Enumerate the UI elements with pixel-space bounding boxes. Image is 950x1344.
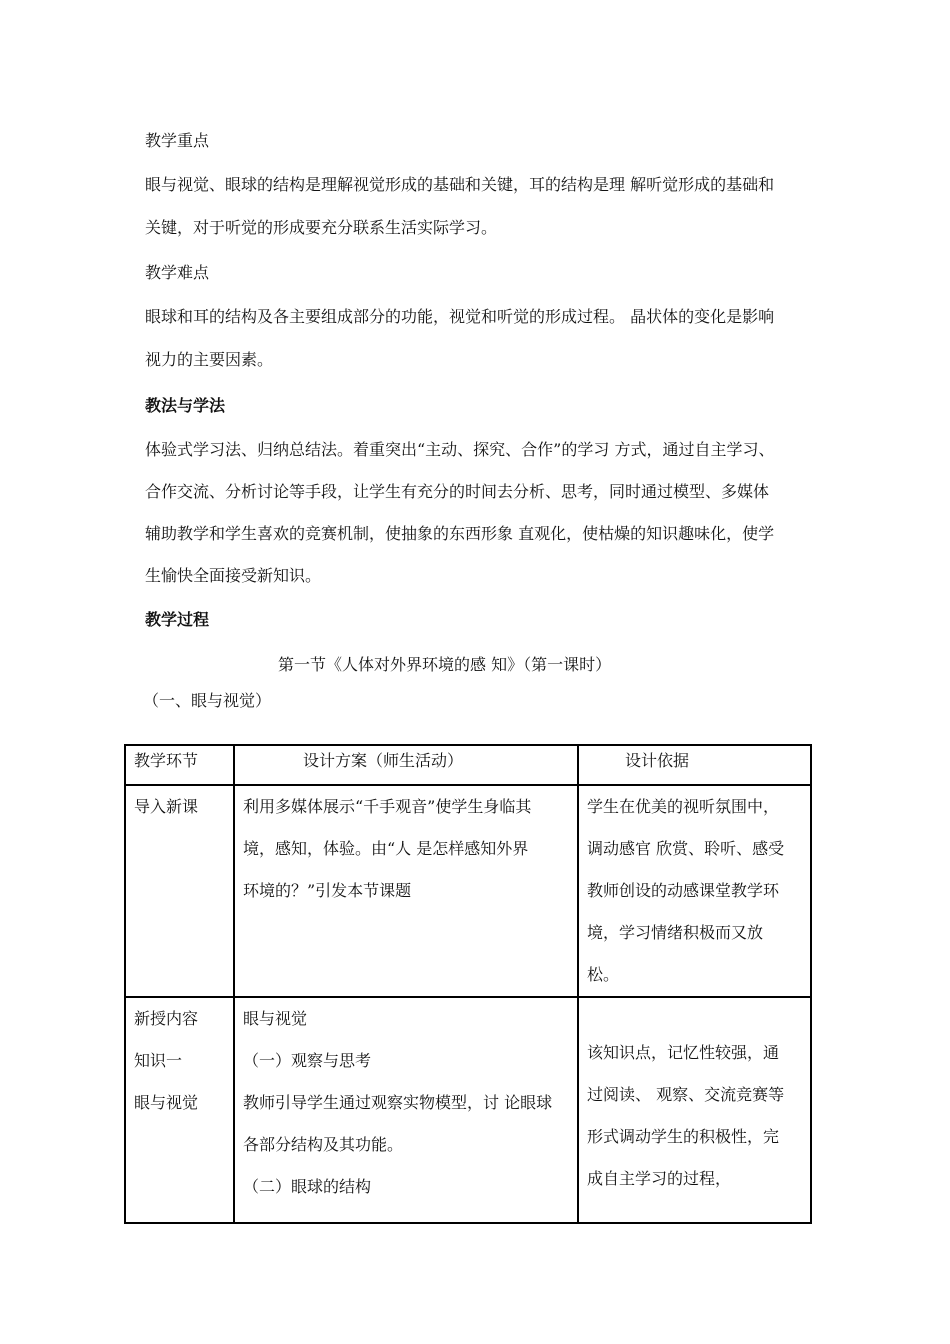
table-row: [125, 785, 811, 997]
difficulty-line-2: 视力的主要因素。: [145, 350, 274, 369]
method-line-2: 合作交流、分析讨论等手段，让学生有充分的时间去分析、思考，同时通过模型、多媒体: [145, 482, 770, 501]
table-header-row: [125, 745, 811, 785]
key-points-heading: 教学重点: [145, 131, 210, 150]
header-cell-design: 设计方案（师生活动）: [234, 745, 578, 785]
row1-basis: 学生在优美的视听氛围中， 调动感官 欣赏、聆听、感受 教师创设的动感课堂教学环 境，学习情绪积极而又放 松。: [578, 785, 811, 997]
method-heading: 教法与学法: [145, 396, 226, 415]
row2-basis: 该知识点，记忆性较强，通 过阅读、 观察、交流竞赛等 形式调动学生的积极性，完 成自主学习的过程，: [578, 997, 811, 1223]
difficulty-line-1: 眼球和耳的结构及各主要组成部分的功能，视觉和听觉的形成过程。 晶状体的变化是影响: [145, 307, 775, 326]
process-heading: 教学过程: [145, 610, 210, 629]
header-cell-stage: 教学环节: [125, 745, 234, 785]
header-cell-basis: 设计依据: [578, 745, 811, 785]
method-line-1: 体验式学习法、归纳总结法。着重突出“主动、探究、合作”的学习 方式，通过自主学习、: [145, 440, 775, 459]
row2-stage: 新授内容 知识一 眼与视觉: [125, 997, 234, 1223]
row1-design: 利用多媒体展示“千手观音”使学生身临其 境，感知，体验。由“人 是怎样感知外界 环境的？”引发本节课题: [234, 785, 578, 997]
key-points-line-1: 眼与视觉、眼球的结构是理解视觉形成的基础和关键，耳的结构是理 解听觉形成的基础和: [145, 175, 775, 194]
table-row: [125, 997, 811, 1223]
difficulty-heading: 教学难点: [145, 263, 210, 282]
row1-stage: 导入新课: [125, 785, 234, 997]
row2-design: 眼与视觉 （一）观察与思考 教师引导学生通过观察实物模型，讨 论眼球 各部分结构及其功能。 （二）眼球的结构: [234, 997, 578, 1223]
subsection-title: （一、眼与视觉）: [143, 691, 272, 710]
method-line-3: 辅助教学和学生喜欢的竞赛机制，使抽象的东西形象 直观化，使枯燥的知识趣味化，使学: [145, 524, 775, 543]
lesson-plan-table: [124, 744, 812, 1224]
key-points-line-2: 关键，对于听觉的形成要充分联系生活实际学习。: [145, 218, 498, 237]
method-line-4: 生愉快全面接受新知识。: [145, 566, 322, 585]
lesson-title: 第一节《人体对外界环境的感 知》（第一课时）: [278, 655, 612, 674]
